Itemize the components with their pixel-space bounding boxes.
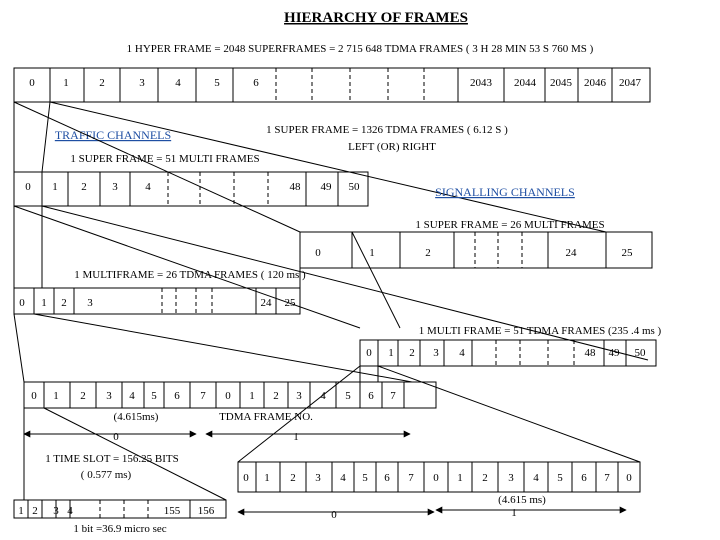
superframe-26-caption: 1 SUPER FRAME = 26 MULTI FRAMES — [415, 219, 605, 231]
superframe-left-right: LEFT (OR) RIGHT — [348, 141, 436, 153]
super26-label: 0 — [315, 247, 321, 259]
tdma-right-label: 4 — [320, 390, 326, 402]
super51-label: 1 — [52, 181, 58, 193]
tdma-right-label: 1 — [249, 390, 255, 402]
multi51-label: 49 — [608, 347, 620, 359]
multi51-label: 3 — [433, 347, 439, 359]
slot-label: 4 — [533, 472, 539, 484]
tdma-frame-1-label: 1 — [293, 431, 299, 443]
slot-label: 7 — [604, 472, 610, 484]
tdma-left-label: 3 — [106, 390, 112, 402]
super26-connector — [352, 232, 400, 328]
timeslot-duration: ( 0.577 ms) — [80, 469, 132, 481]
super26-label: 2 — [425, 247, 431, 259]
bit-label: 1 — [18, 505, 24, 517]
slot-label: 1 — [264, 472, 270, 484]
hyper-label: 6 — [253, 77, 259, 89]
slot-label: 0 — [243, 472, 249, 484]
tdma-right-label: 6 — [368, 390, 374, 402]
bit-label: 4 — [67, 505, 73, 517]
multiframe-51-caption: 1 MULTI FRAME = 51 TDMA FRAMES (235 .4 ms ) — [418, 325, 662, 337]
timeslot-labels — [243, 472, 632, 484]
timeslot-caption: 1 TIME SLOT = 156.25 BITS — [45, 453, 179, 465]
tdma-frame-0-label: 0 — [113, 431, 119, 443]
tdma-left-label: 4 — [129, 390, 135, 402]
hyper-label: 2043 — [470, 77, 492, 89]
traffic-channels-label: TRAFFIC CHANNELS — [54, 128, 172, 142]
tdma-right-label: 5 — [345, 390, 351, 402]
super51-label: 50 — [348, 181, 360, 193]
tdma-frame-no-label: TDMA FRAME NO. — [219, 411, 313, 423]
hyper-label: 3 — [139, 77, 145, 89]
hyper-label: 2045 — [550, 77, 572, 89]
super51-label: 49 — [320, 181, 332, 193]
hyperframe-caption: 1 HYPER FRAME = 2048 SUPERFRAMES = 2 715 648 TDMA FRAMES ( 3 H 28 MIN 53 S 760 MS ) — [126, 43, 594, 55]
tdma-right-label: 0 — [225, 390, 231, 402]
multi51-label: 2 — [409, 347, 415, 359]
hyper-label: 2044 — [514, 77, 536, 89]
tdma-left-label: 2 — [80, 390, 86, 402]
super51-label: 0 — [25, 181, 31, 193]
tdma-left-label: 0 — [31, 390, 37, 402]
timeslot-bar — [238, 462, 640, 492]
super51-label: 48 — [289, 181, 301, 193]
slot-label: 2 — [290, 472, 296, 484]
hyper-label: 1 — [63, 77, 69, 89]
multi26-label: 3 — [87, 297, 93, 309]
multiframe-26-labels — [19, 297, 296, 309]
superframe-1326-caption: 1 SUPER FRAME = 1326 TDMA FRAMES ( 6.12 S ) — [266, 124, 508, 136]
hyper-label: 5 — [214, 77, 220, 89]
slot-label: 2 — [482, 472, 488, 484]
multi26-connector — [34, 314, 412, 382]
tdma-right-label: 2 — [273, 390, 279, 402]
super51-label: 4 — [145, 181, 151, 193]
multi51-label: 0 — [366, 347, 372, 359]
signalling-channels-label: SIGNALLING CHANNELS — [435, 185, 575, 199]
multi51-label: 4 — [459, 347, 465, 359]
hyper-label: 4 — [175, 77, 181, 89]
multi26-label: 24 — [260, 297, 272, 309]
tdma-connector — [378, 366, 640, 462]
bits-bar — [14, 500, 226, 518]
slot-label: 3 — [315, 472, 321, 484]
tdma-frame-labels — [31, 390, 396, 402]
superframe-51-bar — [14, 172, 368, 206]
slot-label: 5 — [362, 472, 368, 484]
slot-label: 6 — [384, 472, 390, 484]
bottom-duration: (4.615 ms) — [498, 494, 546, 506]
tdma-duration-left: (4.615ms) — [113, 411, 159, 423]
multi51-label: 48 — [584, 347, 596, 359]
bit-label: 156 — [197, 505, 215, 517]
multi26-label: 0 — [19, 297, 25, 309]
bottom-frame-0-label: 0 — [331, 509, 337, 521]
hyper-label: 0 — [29, 77, 35, 89]
tdma-right-label: 7 — [390, 390, 396, 402]
slot-label: 4 — [340, 472, 346, 484]
bit-label: 3 — [53, 505, 59, 517]
super26-label: 24 — [565, 247, 577, 259]
slot-label: 5 — [557, 472, 563, 484]
hyper-label: 2046 — [584, 77, 606, 89]
multiframe-26-caption: 1 MULTIFRAME = 26 TDMA FRAMES ( 120 ms ) — [74, 269, 306, 281]
multi51-label: 1 — [388, 347, 394, 359]
super51-label: 3 — [112, 181, 118, 193]
superframe-26-bar — [300, 232, 652, 268]
multi26-label: 2 — [61, 297, 67, 309]
bit-caption: 1 bit =36.9 micro sec — [73, 523, 167, 535]
multi26-connector — [14, 314, 24, 382]
slot-label: 3 — [508, 472, 514, 484]
bottom-frame-1-label: 1 — [511, 507, 517, 519]
tdma-left-label: 6 — [174, 390, 180, 402]
hyperframe-labels — [29, 77, 641, 89]
hyper-connector — [50, 102, 606, 232]
slot-label: 6 — [581, 472, 587, 484]
tdma-left-label: 5 — [151, 390, 157, 402]
hyper-label: 2047 — [619, 77, 641, 89]
super26-label: 25 — [621, 247, 633, 259]
slot-label: 0 — [433, 472, 439, 484]
hyper-connector — [14, 102, 300, 232]
slot-label: 1 — [457, 472, 463, 484]
slot-label: 7 — [408, 472, 414, 484]
super26-label: 1 — [369, 247, 375, 259]
superframe-51-caption: 1 SUPER FRAME = 51 MULTI FRAMES — [70, 153, 260, 165]
multi51-label: 50 — [634, 347, 646, 359]
super51-connector — [14, 206, 360, 328]
slot-label: 0 — [626, 472, 632, 484]
multi26-label: 25 — [284, 297, 296, 309]
bit-label: 155 — [163, 505, 181, 517]
hyper-label: 2 — [99, 77, 105, 89]
tdma-left-label: 1 — [53, 390, 59, 402]
hyper-connector — [42, 102, 50, 172]
tdma-right-label: 3 — [296, 390, 302, 402]
diagram-title: HIERARCHY OF FRAMES — [284, 10, 468, 26]
tdma-left-label: 7 — [200, 390, 206, 402]
super51-label: 2 — [81, 181, 87, 193]
bit-label: 2 — [32, 505, 38, 517]
multi26-label: 1 — [41, 297, 47, 309]
bits-labels — [18, 505, 215, 517]
